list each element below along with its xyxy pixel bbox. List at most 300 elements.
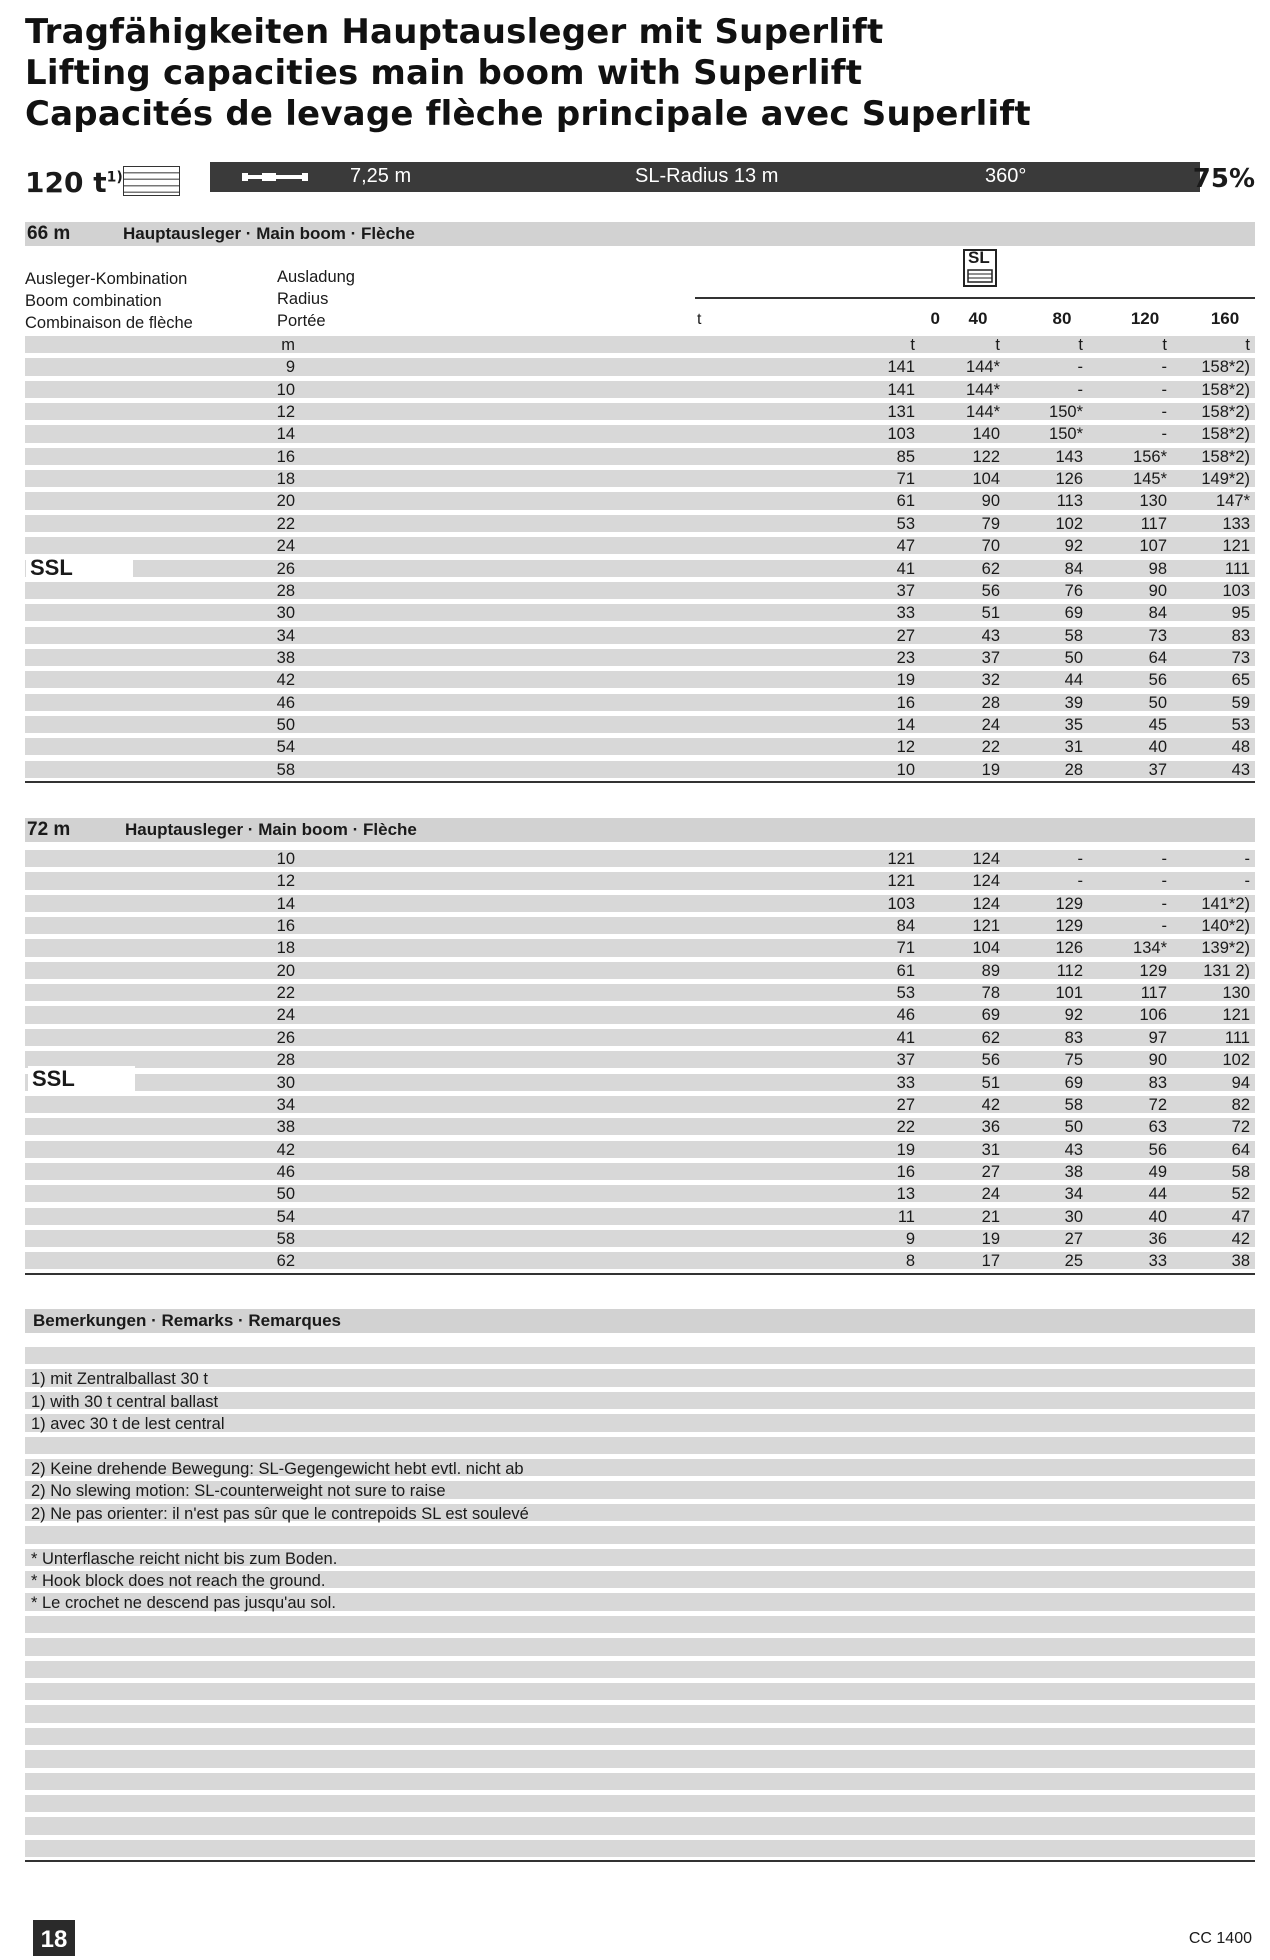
capacity-cell: 63 <box>1148 1118 1167 1137</box>
remark-line: * Hook block does not reach the ground. <box>25 1571 1255 1588</box>
radius-cell: 12 <box>276 403 295 422</box>
capacity-cell: 58 <box>1064 1095 1083 1114</box>
combo-header: Ausleger-Kombination Boom combination Combinaison de flèche <box>25 270 193 332</box>
capacity-cell: 19 <box>981 760 1000 779</box>
capacity-cell: 104 <box>972 939 1000 958</box>
remark-line: 1) avec 30 t de lest central <box>25 1414 1255 1431</box>
section-length: 72 m <box>27 819 71 840</box>
capacity-cell: 53 <box>1231 715 1250 734</box>
capacity-cell: 43 <box>1231 760 1250 779</box>
remark-line <box>25 1638 1255 1655</box>
capacity-cell: 94 <box>1231 1073 1250 1092</box>
table-row <box>25 1141 1255 1158</box>
radius-cell: 10 <box>276 380 295 399</box>
radius-cell: 54 <box>276 1207 295 1226</box>
capacity-cell: 69 <box>1064 604 1083 623</box>
radius-cell: 42 <box>276 671 295 690</box>
capacity-cell: 16 <box>896 693 915 712</box>
page-number: 18 <box>33 1920 75 1956</box>
capacity-cell: 121 <box>972 917 1000 936</box>
radius-cell: 38 <box>276 1118 295 1137</box>
capacity-cell: 27 <box>981 1162 1000 1181</box>
table-row <box>25 470 1255 487</box>
capacity-cell: 37 <box>981 648 1000 667</box>
config-strip <box>210 162 1200 192</box>
remark-line <box>25 1661 1255 1678</box>
capacity-cell: 31 <box>981 1140 1000 1159</box>
capacity-cell: 71 <box>896 939 915 958</box>
radius-cell: 30 <box>276 1073 295 1092</box>
remark-line <box>25 1795 1255 1812</box>
capacity-cell: 71 <box>896 470 915 489</box>
capacity-cell: - <box>1161 358 1167 377</box>
capacity-cell: 133 <box>1222 514 1250 533</box>
capacity-cell: 140*2) <box>1201 917 1250 936</box>
capacity-cell: 44 <box>1148 1185 1167 1204</box>
section-72-bar <box>25 818 1255 842</box>
capacity-cell: 145* <box>1133 470 1167 489</box>
capacity-cell: 25 <box>1064 1252 1083 1271</box>
capacity-cell: 35 <box>1064 715 1083 734</box>
capacity-cell: 130 <box>1139 492 1167 511</box>
table-row <box>25 1074 1255 1091</box>
capacity-cell: 147* <box>1216 492 1250 511</box>
capacity-cell: 117 <box>1140 984 1167 1003</box>
sl-icon-label: SL <box>968 248 990 267</box>
table-row <box>25 962 1255 979</box>
header-rule <box>695 297 1255 299</box>
capacity-cell: 43 <box>1064 1140 1083 1159</box>
capacity-cell: 61 <box>896 492 915 511</box>
remark-line <box>25 1705 1255 1722</box>
percent-label: 75% <box>1192 164 1255 194</box>
table-row <box>25 1118 1255 1135</box>
table-row <box>25 649 1255 666</box>
capacity-cell: 84 <box>896 917 915 936</box>
capacity-cell: 40 <box>1148 738 1167 757</box>
capacity-cell: 36 <box>1148 1229 1167 1248</box>
capacity-cell: 84 <box>1148 604 1167 623</box>
capacity-cell: 141 <box>887 380 915 399</box>
capacity-cell: 103 <box>1222 581 1250 600</box>
capacity-cell: 102 <box>1055 514 1083 533</box>
table-row <box>25 694 1255 711</box>
page-title <box>25 12 1031 135</box>
capacity-cell: 79 <box>981 514 1000 533</box>
capacity-cell: 124 <box>972 894 1000 913</box>
table-row <box>25 1252 1255 1269</box>
capacity-cell: 31 <box>1064 738 1083 757</box>
remark-line <box>25 1616 1255 1633</box>
capacity-cell: 39 <box>1064 693 1083 712</box>
capacity-cell: 43 <box>981 626 1000 645</box>
capacity-cell: 156* <box>1133 447 1167 466</box>
remark-line: 1) with 30 t central ballast <box>25 1392 1255 1409</box>
capacity-cell: 36 <box>981 1118 1000 1137</box>
capacity-cell: 46 <box>896 1006 915 1025</box>
remark-line: * Unterflasche reicht nicht bis zum Boden. <box>25 1549 1255 1566</box>
unit-cell: t <box>995 336 1000 354</box>
radius-cell: 18 <box>276 470 295 489</box>
capacity-cell: 143 <box>1055 447 1083 466</box>
capacity-cell: 121 <box>887 850 915 868</box>
radius-cell: 28 <box>276 1051 295 1070</box>
capacity-cell: 52 <box>1231 1185 1250 1204</box>
capacity-cell: 72 <box>1148 1095 1167 1114</box>
capacity-cell: 69 <box>1064 1073 1083 1092</box>
capacity-cell: 121 <box>887 872 915 891</box>
capacity-cell: 73 <box>1148 626 1167 645</box>
capacity-cell: 45 <box>1148 715 1167 734</box>
capacity-cell: 24 <box>981 715 1000 734</box>
radius-cell: 22 <box>276 514 295 533</box>
capacity-cell: 82 <box>1231 1095 1250 1114</box>
table-row <box>25 917 1255 934</box>
capacity-cell: 126 <box>1055 939 1083 958</box>
capacity-cell: - <box>1161 872 1167 891</box>
capacity-cell: 140 <box>972 425 1000 444</box>
title-en: Lifting capacities main boom with Superlift <box>25 53 863 93</box>
radius-cell: 14 <box>276 425 295 444</box>
table-row <box>25 1051 1255 1068</box>
capacity-cell: 38 <box>1231 1252 1250 1271</box>
capacity-cell: 131 <box>887 403 915 422</box>
capacity-cell: 144* <box>966 358 1000 377</box>
table-row <box>25 761 1255 778</box>
remark-line: 1) mit Zentralballast 30 t <box>25 1369 1255 1386</box>
capacity-cell: 62 <box>981 559 1000 578</box>
capacity-cell: 47 <box>896 537 915 556</box>
capacity-cell: 121 <box>1222 1006 1250 1025</box>
capacity-cell: 19 <box>981 1229 1000 1248</box>
radius-cell: 54 <box>276 738 295 757</box>
table-row <box>25 1006 1255 1023</box>
table-row <box>25 448 1255 465</box>
capacity-cell: 56 <box>1148 671 1167 690</box>
capacity-cell: 56 <box>981 1051 1000 1070</box>
table-row <box>25 358 1255 375</box>
capacity-cell: 33 <box>896 1073 915 1092</box>
capacity-cell: - <box>1161 403 1167 422</box>
capacity-cell: 27 <box>896 1095 915 1114</box>
capacity-cell: 141*2) <box>1201 894 1250 913</box>
unit-cell: t <box>1162 336 1167 354</box>
capacity-cell: 37 <box>896 581 915 600</box>
capacity-cell: 69 <box>981 1006 1000 1025</box>
remark-line <box>25 1840 1255 1857</box>
capacity-cell: 50 <box>1064 648 1083 667</box>
units-row <box>25 336 1255 353</box>
capacity-cell: 158*2) <box>1201 403 1250 422</box>
capacity-cell: 51 <box>981 1073 1000 1092</box>
capacity-cell: 51 <box>981 604 1000 623</box>
capacity-cell: 158*2) <box>1201 380 1250 399</box>
capacity-cell: 131 2) <box>1203 961 1250 980</box>
radius-cell: 26 <box>276 559 295 578</box>
capacity-cell: 90 <box>981 492 1000 511</box>
remark-line <box>25 1437 1255 1454</box>
capacity-cell: 78 <box>981 984 1000 1003</box>
load-label: 120 $t^{1)}$ <box>25 166 123 199</box>
remark-line <box>25 1347 1255 1364</box>
radius-cell: 22 <box>276 984 295 1003</box>
capacity-cell: 129 <box>1055 894 1083 913</box>
capacity-cell: 27 <box>1064 1229 1083 1248</box>
capacity-cell: 158*2) <box>1201 358 1250 377</box>
capacity-cell: 103 <box>887 425 915 444</box>
capacity-cell: 12 <box>896 738 915 757</box>
capacity-cell: - <box>1161 894 1167 913</box>
capacity-cell: 72 <box>1231 1118 1250 1137</box>
table-row <box>25 671 1255 688</box>
t-label: t <box>697 311 702 328</box>
capacity-cell: 48 <box>1231 738 1250 757</box>
capacity-cell: 8 <box>905 1252 915 1271</box>
capacity-cell: 24 <box>981 1185 1000 1204</box>
capacity-cell: 53 <box>896 514 915 533</box>
capacity-cell: 103 <box>887 894 915 913</box>
capacity-cell: 19 <box>896 671 915 690</box>
radius-cell: 16 <box>276 447 295 466</box>
capacity-cell: 83 <box>1231 626 1250 645</box>
column-headers: 0 40 80 120 160 <box>930 309 1240 328</box>
capacity-cell: 62 <box>981 1028 1000 1047</box>
ssl-label: SSL <box>26 555 133 581</box>
radius-cell: 46 <box>276 693 295 712</box>
capacity-cell: 150* <box>1049 403 1083 422</box>
unit-m: m <box>281 336 295 354</box>
radius-cell: 10 <box>276 850 295 868</box>
table-row <box>25 1185 1255 1202</box>
table-row <box>25 939 1255 956</box>
capacity-cell: - <box>1077 872 1083 891</box>
ssl-label: SSL <box>28 1066 135 1092</box>
remarks-bar <box>25 1309 1255 1333</box>
radius-cell: 16 <box>276 917 295 936</box>
slew-angle: 360° <box>985 165 1027 187</box>
radius-cell: 9 <box>285 358 295 377</box>
table-row <box>25 381 1255 398</box>
table-row <box>25 1208 1255 1225</box>
capacity-cell: 144* <box>966 380 1000 399</box>
capacity-cell: 102 <box>1222 1051 1250 1070</box>
radius-cell: 46 <box>276 1162 295 1181</box>
capacity-cell: 22 <box>896 1118 915 1137</box>
section-length: 66 m <box>27 223 71 244</box>
remark-line: 2) No slewing motion: SL-counterweight not sure to raise <box>25 1481 1255 1498</box>
capacity-cell: 53 <box>896 984 915 1003</box>
capacity-cell: 34 <box>1064 1185 1083 1204</box>
radius-cell: 34 <box>276 626 295 645</box>
remark-line <box>25 1750 1255 1767</box>
table-row <box>25 425 1255 442</box>
capacity-cell: 16 <box>896 1162 915 1181</box>
radius-cell: 14 <box>276 894 295 913</box>
capacity-cell: 158*2) <box>1201 447 1250 466</box>
radius-cell: 24 <box>276 1006 295 1025</box>
capacity-cell: 124 <box>972 872 1000 891</box>
capacity-cell: - <box>1161 850 1167 868</box>
capacity-cell: 28 <box>1064 760 1083 779</box>
remarks-bottom-rule <box>25 1860 1255 1862</box>
capacity-cell: 17 <box>981 1252 1000 1271</box>
table-row <box>25 403 1255 420</box>
capacity-cell: 50 <box>1064 1118 1083 1137</box>
remarks-heading: Bemerkungen · Remarks · Remarques <box>33 1311 342 1330</box>
capacity-cell: 21 <box>981 1207 1000 1226</box>
config-bar <box>25 160 1255 200</box>
radius-cell: 26 <box>276 1028 295 1047</box>
capacity-cell: 124 <box>972 850 1000 868</box>
capacity-cell: 101 <box>1055 984 1083 1003</box>
radius-cell: 30 <box>276 604 295 623</box>
capacity-cell: - <box>1244 850 1250 868</box>
table-row <box>25 895 1255 912</box>
capacity-cell: 149*2) <box>1201 470 1250 489</box>
capacity-cell: 83 <box>1064 1028 1083 1047</box>
radius-cell: 24 <box>276 537 295 556</box>
capacity-cell: 23 <box>896 648 915 667</box>
table-row <box>25 716 1255 733</box>
capacity-cell: - <box>1244 872 1250 891</box>
capacity-cell: 56 <box>1148 1140 1167 1159</box>
capacity-cell: 13 <box>896 1185 915 1204</box>
unit-cell: t <box>1078 336 1083 354</box>
capacity-cell: 134* <box>1133 939 1167 958</box>
capacity-cell: 59 <box>1231 693 1250 712</box>
capacity-cell: 98 <box>1148 559 1167 578</box>
capacity-cell: 139*2) <box>1201 939 1250 958</box>
table-row <box>25 492 1255 509</box>
capacity-cell: 19 <box>896 1140 915 1159</box>
capacity-cell: 28 <box>981 693 1000 712</box>
table-row <box>25 1029 1255 1046</box>
capacity-cell: - <box>1161 380 1167 399</box>
capacity-cell: 129 <box>1055 917 1083 936</box>
capacity-cell: 22 <box>981 738 1000 757</box>
table-row <box>25 1096 1255 1113</box>
radius-cell: 38 <box>276 648 295 667</box>
remark-line <box>25 1728 1255 1745</box>
remark-line: 2) Keine drehende Bewegung: SL-Gegengewicht hebt evtl. nicht ab <box>25 1459 1255 1476</box>
capacity-cell: 158*2) <box>1201 425 1250 444</box>
capacity-cell: 40 <box>1148 1207 1167 1226</box>
radius-cell: 12 <box>276 872 295 891</box>
capacity-cell: 47 <box>1231 1207 1250 1226</box>
capacity-cell: 111 <box>1224 559 1250 578</box>
capacity-cell: 113 <box>1056 492 1083 511</box>
capacity-cell: 90 <box>1148 1051 1167 1070</box>
remark-line <box>25 1526 1255 1543</box>
radius-cell: 50 <box>276 715 295 734</box>
capacity-cell: - <box>1077 358 1083 377</box>
section-66-bar <box>25 222 1255 246</box>
capacity-cell: - <box>1161 425 1167 444</box>
unit-cell: t <box>910 336 915 354</box>
table-row <box>25 872 1255 889</box>
remark-line <box>25 1683 1255 1700</box>
capacity-cell: 129 <box>1139 961 1167 980</box>
capacity-cell: - <box>1161 917 1167 936</box>
capacity-cell: 42 <box>1231 1229 1250 1248</box>
capacity-cell: 38 <box>1064 1162 1083 1181</box>
boom-icon <box>240 171 310 183</box>
capacity-cell: 58 <box>1064 626 1083 645</box>
table-row <box>25 1163 1255 1180</box>
capacity-cell: 41 <box>896 1028 915 1047</box>
radius-cell: 58 <box>276 1229 295 1248</box>
unit-cell: t <box>1245 336 1250 354</box>
capacity-cell: 85 <box>896 447 915 466</box>
radius-cell: 58 <box>276 760 295 779</box>
capacity-cell: 14 <box>896 715 915 734</box>
capacity-cell: 37 <box>1148 760 1167 779</box>
capacity-cell: 30 <box>1064 1207 1083 1226</box>
capacity-cell: 41 <box>896 559 915 578</box>
capacity-cell: 104 <box>972 470 1000 489</box>
section-label: Hauptausleger · Main boom · Flèche <box>123 224 415 243</box>
capacity-cell: 33 <box>1148 1252 1167 1271</box>
table-row <box>25 560 1255 577</box>
capacity-cell: 107 <box>1139 537 1167 556</box>
title-fr: Capacités de levage flèche principale avec Superlift <box>25 94 1031 134</box>
capacity-cell: 117 <box>1140 514 1167 533</box>
capacity-cell: 112 <box>1056 961 1083 980</box>
capacity-cell: 42 <box>981 1095 1000 1114</box>
capacity-cell: 95 <box>1231 604 1250 623</box>
capacity-cell: 92 <box>1064 537 1083 556</box>
capacity-cell: 9 <box>905 1229 915 1248</box>
capacity-cell: 44 <box>1064 671 1083 690</box>
radius-cell: 20 <box>276 492 295 511</box>
capacity-cell: 141 <box>887 358 915 377</box>
capacity-cell: 150* <box>1049 425 1083 444</box>
table-row <box>25 537 1255 554</box>
section-label: Hauptausleger · Main boom · Flèche <box>125 820 417 839</box>
capacity-cell: 97 <box>1148 1028 1167 1047</box>
table-row <box>25 850 1255 867</box>
title-de: Tragfähigkeiten Hauptausleger mit Superlift <box>25 12 884 52</box>
remark-line: 2) Ne pas orienter: il n'est pas sûr que le contrepoids SL est soulevé <box>25 1504 1255 1521</box>
table-bottom-rule <box>25 1273 1255 1275</box>
capacity-cell: 75 <box>1064 1051 1083 1070</box>
table-row <box>25 1230 1255 1247</box>
capacity-cell: 37 <box>896 1051 915 1070</box>
table-row <box>25 627 1255 644</box>
capacity-cell: 106 <box>1139 1006 1167 1025</box>
capacity-cell: 27 <box>896 626 915 645</box>
capacity-cell: 33 <box>896 604 915 623</box>
remark-line <box>25 1817 1255 1834</box>
capacity-cell: 130 <box>1222 984 1250 1003</box>
capacity-cell: 111 <box>1224 1028 1250 1047</box>
radius-cell: 62 <box>276 1252 295 1271</box>
capacity-cell: 89 <box>981 961 1000 980</box>
capacity-cell: 83 <box>1148 1073 1167 1092</box>
radius-cell: 28 <box>276 581 295 600</box>
capacity-cell: 58 <box>1231 1162 1250 1181</box>
radius-cell: 42 <box>276 1140 295 1159</box>
capacity-cell: 70 <box>981 537 1000 556</box>
capacity-cell: - <box>1077 380 1083 399</box>
radius-cell: 18 <box>276 939 295 958</box>
capacity-cell: 122 <box>972 447 1000 466</box>
table-row <box>25 515 1255 532</box>
radius-cell: 34 <box>276 1095 295 1114</box>
capacity-cell: 84 <box>1064 559 1083 578</box>
remark-line <box>25 1773 1255 1790</box>
capacity-cell: 92 <box>1064 1006 1083 1025</box>
